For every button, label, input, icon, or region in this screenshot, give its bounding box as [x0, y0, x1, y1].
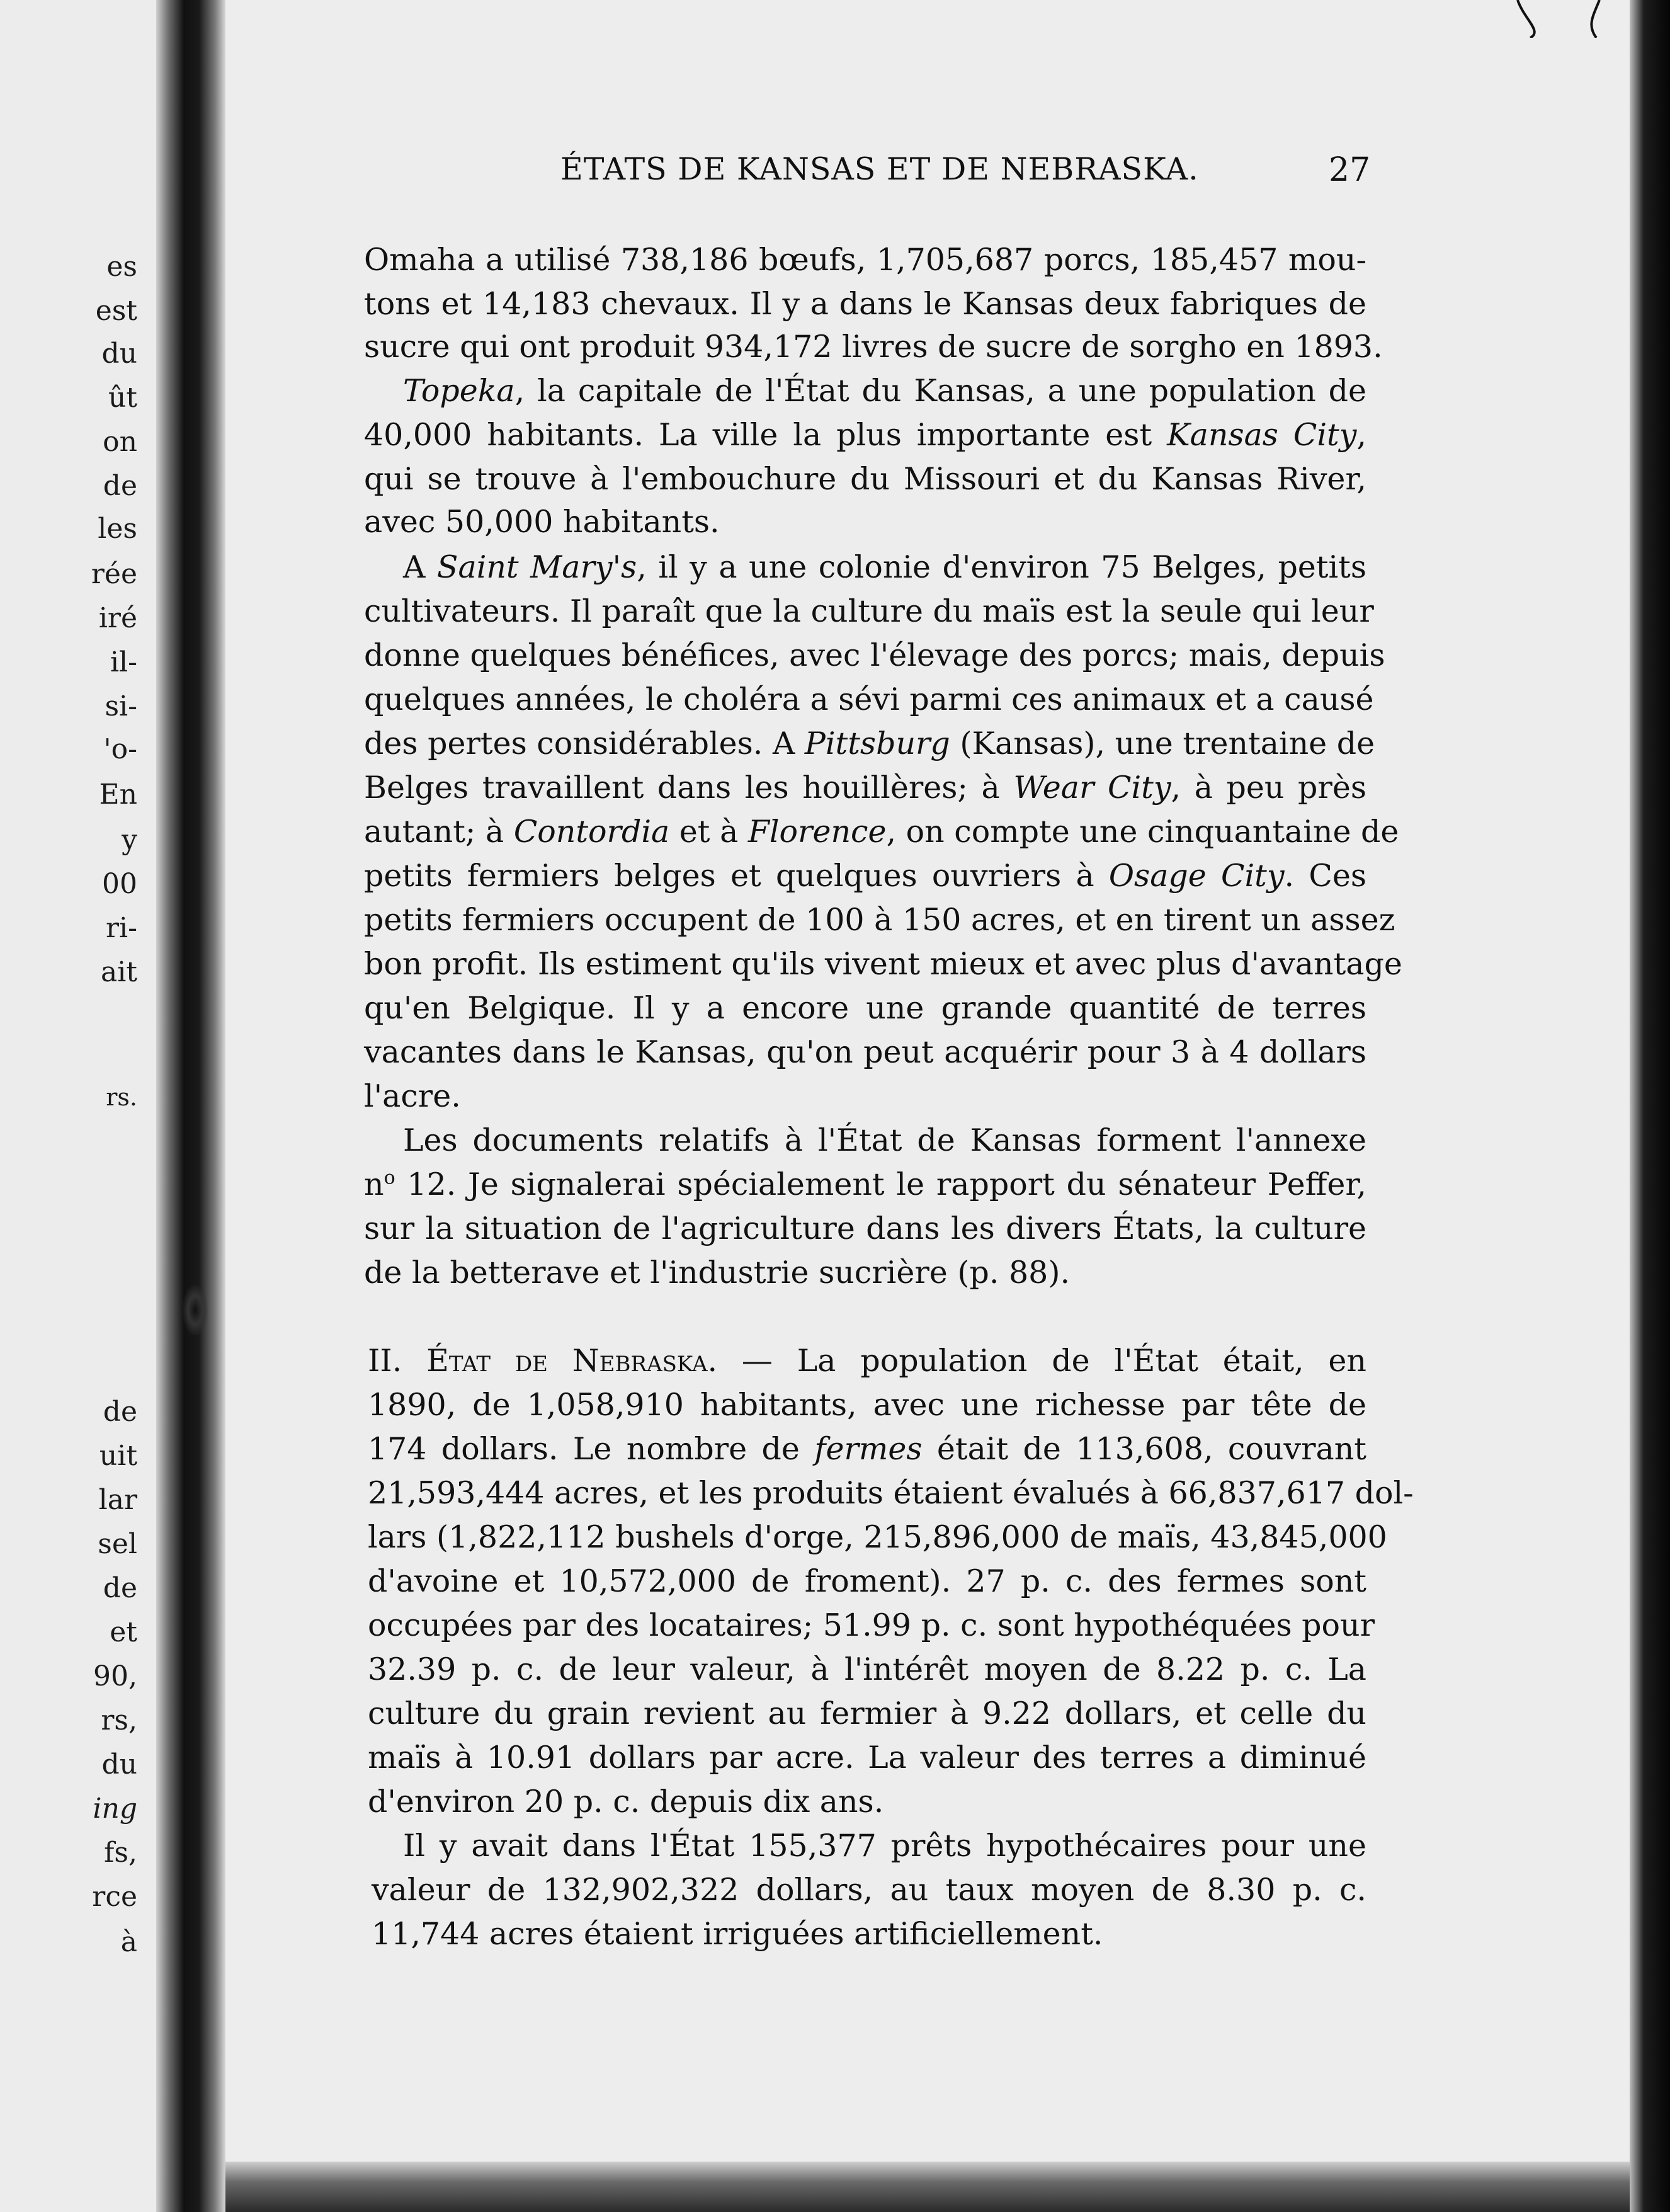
- left-fragment: rée: [91, 558, 137, 590]
- left-fragment: 90,: [93, 1660, 137, 1692]
- text-line: Omaha a utilisé 738,186 bœufs, 1,705,687 porcs, 185,457 mou-: [364, 242, 1366, 278]
- text-line: d'avoine et 10,572,000 de froment). 27 p. c. des fermes sont: [368, 1563, 1366, 1599]
- running-head-title: ÉTATS DE KANSAS ET DE NEBRASKA.: [560, 151, 1199, 187]
- text-line: qu'en Belgique. Il y a encore une grande quantité de terres: [364, 990, 1366, 1026]
- text-line: de la betterave et l'industrie sucrière (p. 88).: [364, 1255, 1071, 1291]
- left-fragment: 'o-: [103, 733, 137, 765]
- text-line: maïs à 10.91 dollars par acre. La valeur des terres a diminué: [368, 1740, 1366, 1776]
- page-bottom-edge: [225, 2162, 1630, 2212]
- text-line: donne quelques bénéfices, avec l'élevage des porcs; mais, depuis: [364, 637, 1385, 673]
- text-line: autant; à Contordia et à Florence, on compte une cinquantaine de: [364, 814, 1399, 850]
- place-name: Contordia: [513, 814, 670, 850]
- text-line: l'acre.: [364, 1078, 461, 1114]
- text-line: Belges travaillent dans les houillères; à Wear City, à peu près: [364, 770, 1366, 806]
- left-fragment: lar: [98, 1484, 137, 1516]
- text-line: bon profit. Ils estiment qu'ils vivent mieux et avec plus d'avantage: [364, 946, 1402, 982]
- text-line: 1890, de 1,058,910 habitants, avec une richesse par tête de: [368, 1387, 1366, 1423]
- text-line: sur la situation de l'agriculture dans les divers États, la culture: [364, 1211, 1366, 1246]
- left-fragment: du: [101, 338, 137, 370]
- left-fragment: iré: [98, 602, 137, 634]
- section-heading: II. État de Nebraska.: [368, 1343, 718, 1379]
- page-number: 27: [1329, 151, 1371, 189]
- text-line: des pertes considérables. A Pittsburg (Kansas), une trentaine de: [364, 726, 1375, 761]
- text-line: 174 dollars. Le nombre de fermes était de 113,608, couvrant: [368, 1431, 1366, 1467]
- left-fragment: à: [120, 1926, 137, 1958]
- text-line: occupées par des locataires; 51.99 p. c. sont hypothéquées pour: [368, 1607, 1375, 1643]
- left-fragment: de: [103, 1396, 137, 1428]
- text-line: sucre qui ont produit 934,172 livres de sucre de sorgho en 1893.: [364, 329, 1383, 365]
- left-fragment: et: [110, 1616, 137, 1648]
- text-line: culture du grain revient au fermier à 9.22 dollars, et celle du: [368, 1696, 1366, 1731]
- place-name: Osage City: [1108, 858, 1285, 894]
- text-line: d'environ 20 p. c. depuis dix ans.: [368, 1784, 884, 1820]
- emphasis: fermes: [814, 1431, 923, 1467]
- page-right-edge: [1630, 0, 1670, 2212]
- left-fragment: les: [98, 513, 137, 545]
- paper-edge-mark: [1505, 0, 1606, 38]
- text-line: II. État de Nebraska. — La population de l'État était, en: [368, 1343, 1366, 1379]
- ink-smudge: [183, 1285, 208, 1335]
- left-facing-page: [0, 0, 157, 2212]
- place-name: Kansas City: [1167, 417, 1357, 453]
- text-line: qui se trouve à l'embouchure du Missouri et du Kansas River,: [364, 461, 1366, 497]
- text-line: A Saint Mary's, il y a une colonie d'environ 75 Belges, petits: [403, 549, 1367, 585]
- text-line: valeur de 132,902,322 dollars, au taux moyen de 8.30 p. c.: [372, 1872, 1366, 1908]
- left-fragment: En: [99, 778, 137, 811]
- text-line: 40,000 habitants. La ville la plus importante est Kansas City,: [364, 417, 1366, 453]
- text-line: Il y avait dans l'État 155,377 prêts hypothécaires pour une: [403, 1828, 1366, 1864]
- book-gutter: [156, 0, 225, 2212]
- place-name: Saint Mary's: [436, 549, 637, 585]
- left-fragment: sel: [98, 1528, 137, 1560]
- text-line: lars (1,822,112 bushels d'orge, 215,896,000 de maïs, 43,845,000: [368, 1519, 1387, 1555]
- left-fragment: ût: [108, 382, 137, 414]
- place-name: Topeka: [403, 373, 515, 409]
- left-fragment: si-: [105, 690, 137, 722]
- text-line: Topeka, la capitale de l'État du Kansas, a une population de: [403, 373, 1366, 409]
- left-fragment: es: [106, 251, 137, 283]
- left-fragment: du: [101, 1748, 137, 1781]
- left-fragment: y: [122, 824, 137, 856]
- text-line: quelques années, le choléra a sévi parmi ces animaux et a causé: [364, 681, 1374, 717]
- place-name: Wear City: [1013, 770, 1171, 806]
- text-line: 11,744 acres étaient irriguées artificiellement.: [372, 1916, 1103, 1952]
- place-name: Florence: [747, 814, 887, 850]
- left-fragment: de: [103, 1572, 137, 1604]
- text-line: 21,593,444 acres, et les produits étaient évalués à 66,837,617 dol-: [368, 1475, 1414, 1511]
- text-line: petits fermiers occupent de 100 à 150 acres, et en tirent un assez: [364, 902, 1395, 938]
- text-line: Les documents relatifs à l'État de Kansas forment l'annexe: [403, 1122, 1366, 1158]
- text-line: tons et 14,183 chevaux. Il y a dans le Kansas deux fabriques de: [364, 286, 1366, 322]
- text-line: $n^o$ 12. Je signalerai spécialement le rapport du sénateur Peffer,: [364, 1166, 1366, 1202]
- left-fragment: est: [95, 295, 137, 327]
- left-fragment: uit: [99, 1440, 137, 1472]
- text-line: avec 50,000 habitants.: [364, 504, 720, 540]
- left-fragment: on: [103, 426, 137, 458]
- left-fragment: rs,: [101, 1704, 137, 1736]
- text-line: vacantes dans le Kansas, qu'on peut acquérir pour 3 à 4 dollars: [364, 1034, 1366, 1070]
- left-fragment: ing: [93, 1793, 137, 1825]
- place-name: Pittsburg: [804, 726, 950, 761]
- left-fragment: il-: [110, 646, 137, 678]
- text-line: 32.39 p. c. de leur valeur, à l'intérêt moyen de 8.22 p. c. La: [368, 1651, 1366, 1687]
- left-fragment: fs,: [104, 1837, 137, 1869]
- left-fragment: ait: [101, 956, 137, 988]
- left-fragment: 00: [102, 868, 137, 900]
- text-line: petits fermiers belges et quelques ouvriers à Osage City. Ces: [364, 858, 1366, 894]
- left-fragment: rce: [92, 1881, 137, 1913]
- left-fragment: ri-: [106, 912, 137, 944]
- running-head: [334, 151, 1371, 195]
- left-fragment: rs.: [106, 1083, 137, 1111]
- left-fragment: de: [103, 470, 137, 502]
- text-line: cultivateurs. Il paraît que la culture du maïs est la seule qui leur: [364, 593, 1374, 629]
